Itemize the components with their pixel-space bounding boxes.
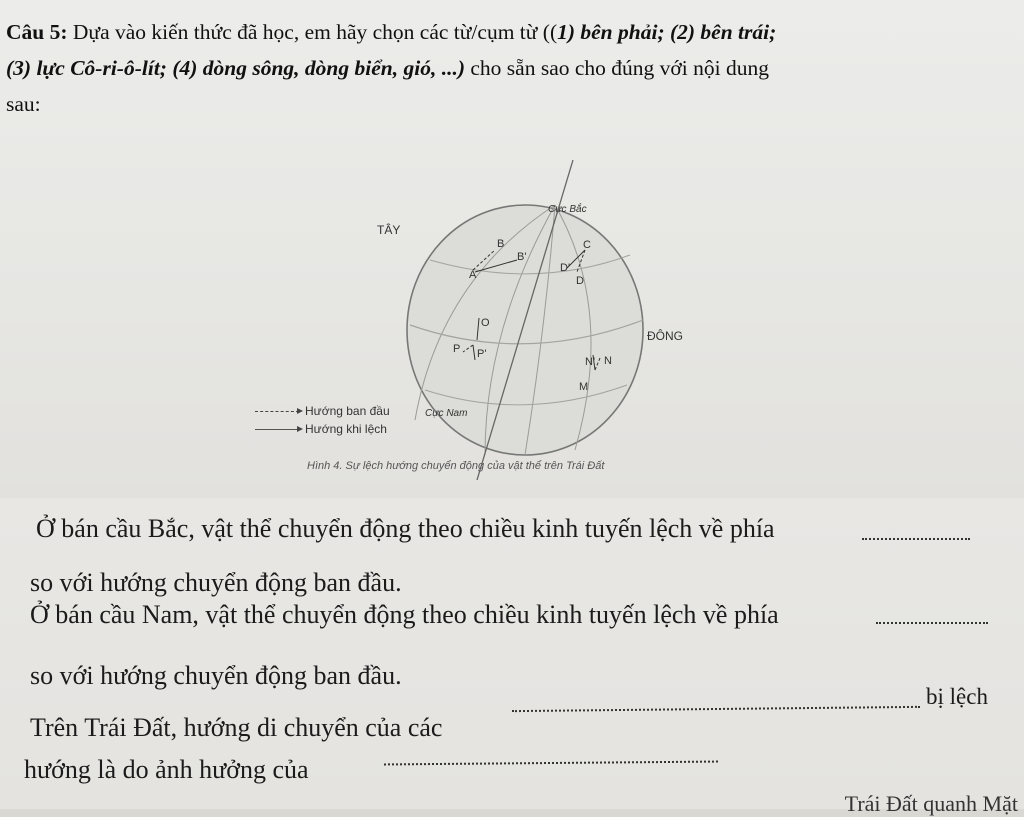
statement-2-line-1: Ở bán cầu Nam, vật thể chuyển động theo chiều kinh tuyến lệch về phía <box>30 600 779 629</box>
blank-4[interactable] <box>384 761 718 766</box>
question-intro: Dựa vào kiến thức đã học, em hãy chọn các từ/cụm từ (( <box>67 20 558 44</box>
label-west: TÂY <box>377 223 401 237</box>
point-b-prime: B' <box>517 251 527 263</box>
point-n: N <box>604 355 612 367</box>
legend-solid-arrow-icon <box>255 429 299 430</box>
point-m: M <box>579 381 589 393</box>
label-south-pole: Cực Nam <box>425 408 468 419</box>
question-label: Câu 5: <box>6 20 68 44</box>
point-b: B <box>497 238 505 250</box>
footer-fragment: Trái Đất quanh Mặt <box>844 791 1018 816</box>
legend-deflected-label: Hướng khi lệch <box>305 422 387 436</box>
statement-1-line-1: Ở bán cầu Bắc, vật thể chuyển động theo chiều kinh tuyến lệch về phía <box>36 514 775 543</box>
point-n-prime: N' <box>585 356 596 368</box>
option-3-4-text: (3) lực Cô-ri-ô-lít; (4) dòng sông, dòng biển, gió, ...) <box>6 56 465 80</box>
point-o: O <box>481 317 490 329</box>
statement-3-line-1: Trên Trái Đất, hướng di chuyển của các <box>30 713 443 742</box>
point-p: P <box>453 343 461 355</box>
blank-1[interactable] <box>862 538 970 540</box>
coriolis-figure <box>255 160 715 480</box>
statement-3-line-2: hướng là do ảnh hưởng của <box>24 755 309 784</box>
legend-dashed-arrow-icon <box>255 411 299 412</box>
blank-2[interactable] <box>876 622 988 624</box>
figure-caption: Hình 4. Sự lệch hướng chuyển động của vật thể trên Trái Đất <box>307 460 605 472</box>
point-c: C <box>583 239 591 251</box>
statement-1-line-2: so với hướng chuyển động ban đầu. <box>30 568 402 597</box>
question-last: sau: <box>6 92 41 116</box>
statement-3-tail: bị lệch <box>926 684 988 709</box>
legend-initial <box>255 404 390 418</box>
point-d: D <box>576 275 584 287</box>
option-1-number: 1 <box>557 20 568 44</box>
option-1-2-text: ) bên phải; (2) bên trái; <box>567 20 777 44</box>
label-north-pole: Cực Bắc <box>548 204 587 215</box>
fill-in-sheet <box>0 498 1024 816</box>
label-east: ĐÔNG <box>647 329 683 343</box>
blank-3[interactable] <box>512 706 920 712</box>
point-p-prime: P' <box>477 348 487 360</box>
point-d-prime: D' <box>560 262 571 274</box>
statement-2-line-2: so với hướng chuyển động ban đầu. <box>30 661 402 690</box>
point-a: A <box>469 269 477 281</box>
question-text <box>6 14 996 122</box>
question-rest: cho sẵn sao cho đúng với nội dung <box>465 56 769 80</box>
legend-initial-label: Hướng ban đầu <box>305 404 390 418</box>
legend-deflected <box>255 422 387 436</box>
